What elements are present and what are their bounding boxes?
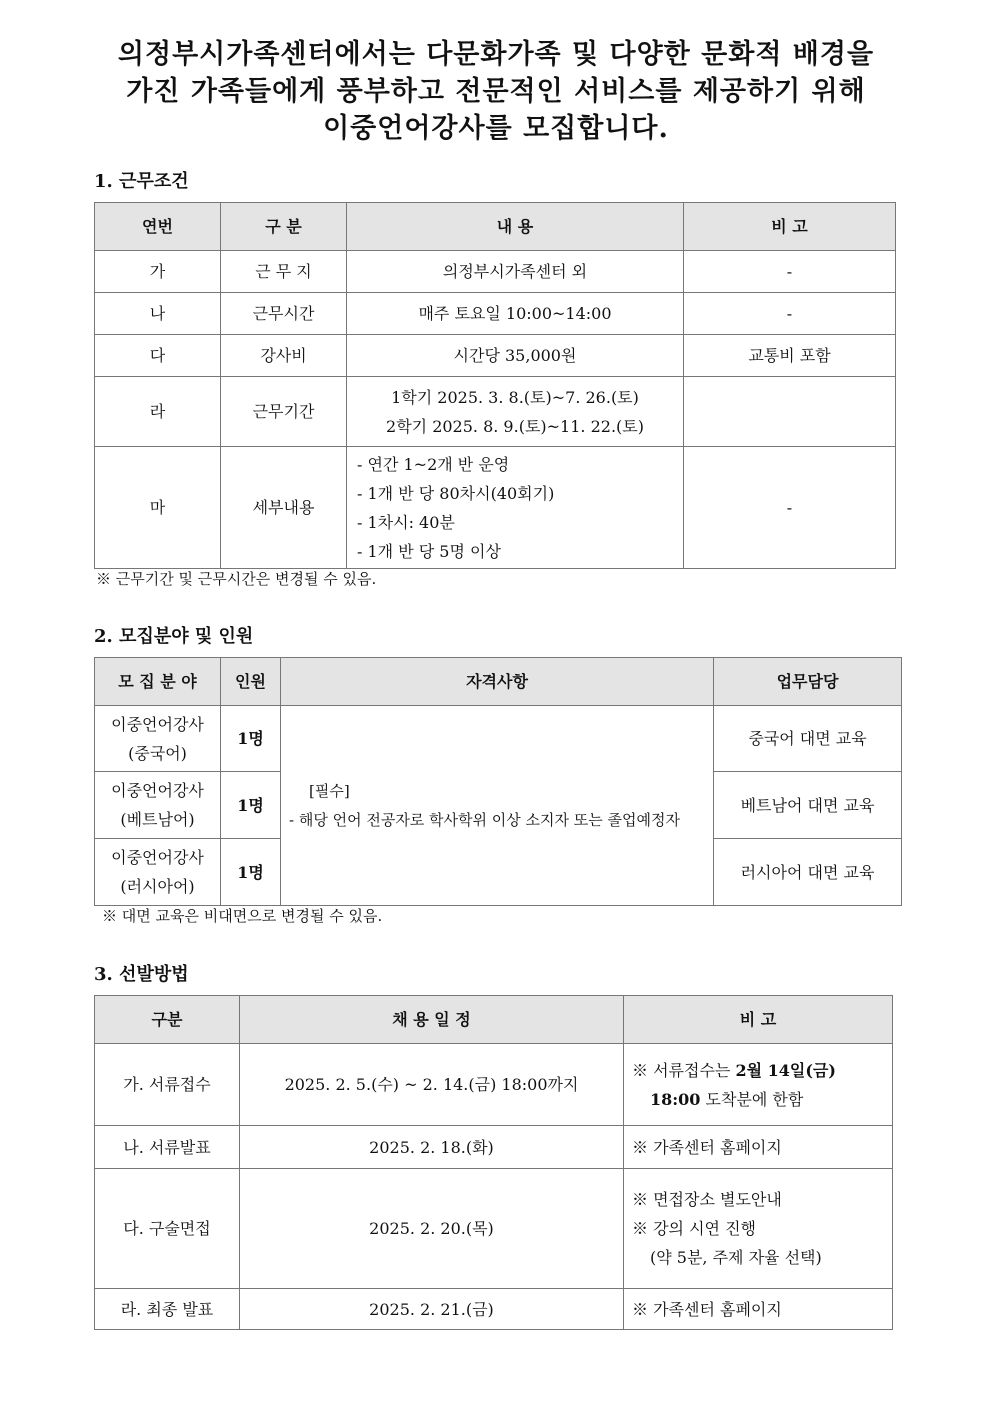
row-no: 가 (95, 251, 221, 293)
row-duty: 러시아어 대면 교육 (714, 839, 902, 906)
content-line: - 1차시: 40분 (357, 512, 455, 532)
table-header-row (95, 203, 896, 251)
recruitment-table (94, 657, 902, 906)
row-no: 나 (95, 293, 221, 335)
title-line-3: 이중언어강사를 모집합니다. (323, 113, 669, 144)
header-schedule: 채 용 일 정 (240, 996, 624, 1044)
row-no: 마 (95, 447, 221, 569)
header-count: 인원 (221, 658, 281, 706)
row-duty: 베트남어 대면 교육 (714, 772, 902, 839)
note-line: ※ 면접장소 별도안내 (632, 1190, 782, 1209)
note-deadline-time: 18:00 (650, 1089, 701, 1109)
row-field (95, 772, 221, 839)
row-stage: 다. 구술면접 (95, 1169, 240, 1289)
selection-table (94, 995, 893, 1330)
content-line: 2학기 2025. 8. 9.(토)~11. 22.(토) (386, 416, 644, 436)
note-rest: 도착분에 한함 (700, 1089, 804, 1109)
row-stage: 나. 서류발표 (95, 1126, 240, 1169)
row-content (347, 377, 684, 447)
note-deadline-date: 2월 14일(금) (735, 1060, 836, 1080)
table-row (95, 293, 896, 335)
table-header-row (95, 658, 902, 706)
row-note: ※ 가족센터 홈페이지 (624, 1126, 893, 1169)
table-row (95, 1289, 893, 1330)
field-line: 이중언어강사 (111, 848, 204, 867)
row-note (624, 1044, 893, 1126)
header-qualification: 자격사항 (281, 658, 714, 706)
row-duty: 중국어 대면 교육 (714, 706, 902, 772)
row-category: 근무시간 (221, 293, 347, 335)
qualification-cell (281, 706, 714, 906)
header-stage: 구분 (95, 996, 240, 1044)
row-no: 라 (95, 377, 221, 447)
row-schedule: 2025. 2. 18.(화) (240, 1126, 624, 1169)
row-note (624, 1169, 893, 1289)
row-schedule: 2025. 2. 20.(목) (240, 1169, 624, 1289)
note-line: ※ 강의 시연 진행 (632, 1219, 756, 1238)
row-stage: 라. 최종 발표 (95, 1289, 240, 1330)
row-content: 시간당 35,000원 (347, 335, 684, 377)
table-header-row (95, 996, 893, 1044)
table-row (95, 447, 896, 569)
field-line: (베트남어) (120, 810, 195, 829)
header-note: 비 고 (624, 996, 893, 1044)
row-content: 매주 토요일 10:00~14:00 (347, 293, 684, 335)
row-note: 교통비 포함 (684, 335, 896, 377)
note-line: (약 5분, 주제 자율 선택) (650, 1248, 822, 1267)
content-line: 1학기 2025. 3. 8.(토)~7. 26.(토) (391, 387, 639, 407)
header-duty: 업무담당 (714, 658, 902, 706)
row-note: - (684, 447, 896, 569)
row-content (347, 447, 684, 569)
field-line: 이중언어강사 (111, 781, 204, 800)
section2-footnote: ※ 대면 교육은 비대면으로 변경될 수 있음. (102, 907, 383, 925)
header-note: 비 고 (684, 203, 896, 251)
table-row (95, 335, 896, 377)
row-note: - (684, 293, 896, 335)
row-category: 근무기간 (221, 377, 347, 447)
row-note: ※ 가족센터 홈페이지 (624, 1289, 893, 1330)
row-content: 의정부시가족센터 외 (347, 251, 684, 293)
header-field: 모 집 분 야 (95, 658, 221, 706)
title-line-1: 의정부시가족센터에서는 다문화가족 및 다양한 문화적 배경을 (117, 39, 875, 70)
table-row (95, 377, 896, 447)
row-category: 근 무 지 (221, 251, 347, 293)
table-row (95, 1044, 893, 1126)
row-count: 1명 (221, 772, 281, 839)
note-prefix: ※ 서류접수는 (632, 1060, 736, 1080)
row-category: 세부내용 (221, 447, 347, 569)
row-note: - (684, 251, 896, 293)
row-note (684, 377, 896, 447)
content-line: - 1개 반 당 5명 이상 (357, 541, 501, 561)
section3-heading: 3. 선발방법 (94, 964, 189, 985)
section2-heading: 2. 모집분야 및 인원 (94, 626, 254, 647)
row-field (95, 839, 221, 906)
row-schedule: 2025. 2. 21.(금) (240, 1289, 624, 1330)
section1-footnote: ※ 근무기간 및 근무시간은 변경될 수 있음. (96, 570, 377, 588)
qualification-title: [필수] (309, 781, 350, 800)
content-line: - 연간 1~2개 반 운영 (357, 454, 510, 474)
table-row (95, 706, 902, 772)
table-row (95, 251, 896, 293)
field-line: 이중언어강사 (111, 714, 204, 734)
row-field (95, 706, 221, 772)
header-category: 구 분 (221, 203, 347, 251)
table-row (95, 1126, 893, 1169)
row-stage: 가. 서류접수 (95, 1044, 240, 1126)
section1-heading: 1. 근무조건 (94, 171, 189, 192)
field-line: (중국어) (128, 743, 187, 763)
row-count: 1명 (221, 706, 281, 772)
field-line: (러시아어) (120, 877, 195, 896)
content-line: - 1개 반 당 80차시(40회기) (357, 483, 555, 503)
row-count: 1명 (221, 839, 281, 906)
header-content: 내 용 (347, 203, 684, 251)
table-row (95, 1169, 893, 1289)
header-no: 연번 (95, 203, 221, 251)
page-title (60, 36, 932, 147)
row-category: 강사비 (221, 335, 347, 377)
qualification-text: - 해당 언어 전공자로 학사학위 이상 소지자 또는 졸업예정자 (289, 810, 680, 829)
work-conditions-table (94, 202, 896, 569)
row-no: 다 (95, 335, 221, 377)
title-line-2: 가진 가족들에게 풍부하고 전문적인 서비스를 제공하기 위해 (126, 76, 866, 107)
row-schedule: 2025. 2. 5.(수) ~ 2. 14.(금) 18:00까지 (240, 1044, 624, 1126)
